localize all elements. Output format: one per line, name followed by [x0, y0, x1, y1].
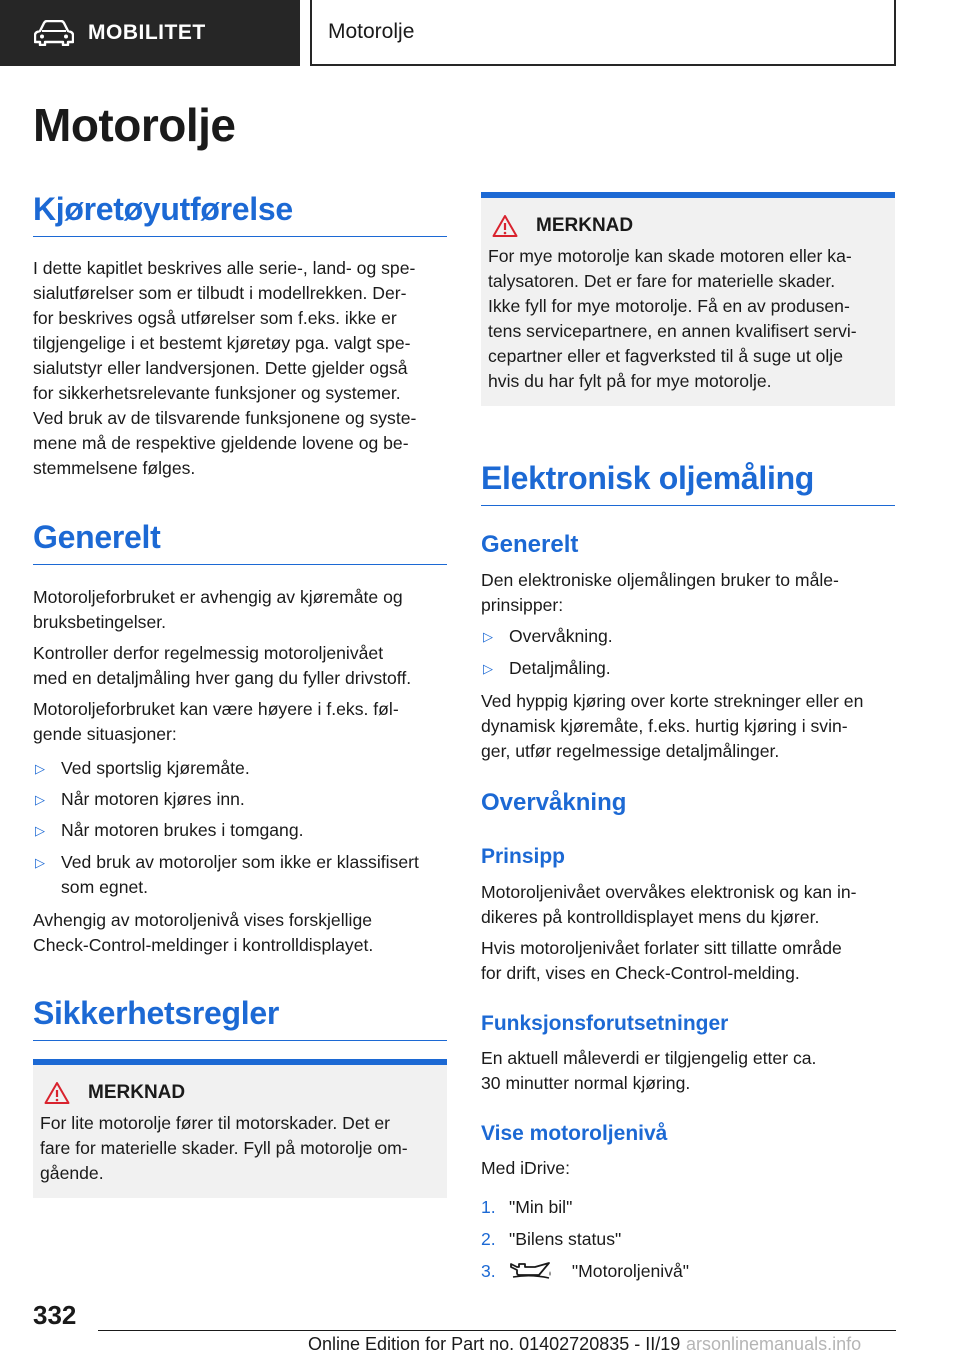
text-line: Motoroljeforbruket kan være høyere i f.eks. føl-	[33, 699, 399, 719]
text-line: gende situasjoner:	[33, 724, 177, 744]
subheading-overvakning: Overvåkning	[481, 789, 627, 816]
text-line: bruksbetingelser.	[33, 612, 167, 632]
triangle-bullet-icon: ▷	[483, 629, 493, 644]
heading-sikkerhetsregler: Sikkerhetsregler	[33, 995, 447, 1041]
text-line: I dette kapitlet beskrives alle serie-, land- og spe-	[33, 258, 416, 278]
warning-triangle-icon	[492, 214, 518, 238]
triangle-bullet-icon: ▷	[35, 792, 45, 807]
text-line: tilgjengelige i et bestemt kjøretøy pga. valgt spe-	[33, 333, 411, 353]
subheading-prinsipp: Prinsipp	[481, 845, 566, 868]
text-line: Kontroller derfor regelmessig motoroljenivået	[33, 643, 384, 663]
numbered-step: 1. "Min bil"	[481, 1197, 573, 1217]
page-number: 332	[33, 1300, 77, 1330]
heading-elektronisk-oljemaling: Elektronisk oljemåling	[481, 460, 895, 506]
text-line: for sikkerhetsrelevante funksjoner og systemer.	[33, 383, 401, 403]
section-tab	[0, 0, 300, 66]
heading-kjoretoyutforelse: Kjøretøyutførelse	[33, 191, 447, 237]
notice-title: MERKNAD	[88, 1082, 186, 1103]
page-title: Motorolje	[33, 99, 236, 151]
text-line: sialutstyr eller landversjonen. Dette gjelder også	[33, 358, 408, 378]
paragraph-vise: Med iDrive:	[481, 1158, 570, 1178]
topic-label: Motorolje	[328, 20, 415, 43]
paragraph-generelt-2	[33, 641, 447, 691]
topic-tab	[310, 0, 896, 66]
paragraph-prinsipp-2: Hvis motoroljenivået forlater sitt tillatte område for drift, vises en Check-Control-melding.	[481, 938, 842, 983]
numbered-step: 3. "Motoroljenivå"	[481, 1261, 690, 1281]
text-line: Ved bruk av de tilsvarende funksjonene og syste-	[33, 408, 417, 428]
text-line: stemmelsene følges.	[33, 458, 196, 478]
paragraph-kjoretoy	[33, 256, 447, 481]
paragraph-generelt-3	[33, 697, 447, 747]
notice-body: For lite motorolje fører til motorskader. Det er fare for materielle skader. Fyll på motorolje om- gående.	[40, 1113, 408, 1183]
text-line: Motoroljeforbruket er avhengig av kjøremåte og	[33, 587, 403, 607]
list-item: ▷ Detaljmåling.	[481, 656, 895, 681]
paragraph-generelt-4	[33, 908, 447, 958]
triangle-bullet-icon: ▷	[35, 855, 45, 870]
notice-header	[488, 212, 887, 240]
heading-generelt: Generelt	[33, 519, 447, 565]
text-line: for beskrives også utførelser som f.eks. ikke er	[33, 308, 397, 328]
list-item: ▷ Når motoren kjøres inn.	[33, 787, 447, 812]
footer-divider	[98, 1330, 896, 1331]
paragraph-funksjon: En aktuell måleverdi er tilgjengelig etter ca. 30 minutter normal kjøring.	[481, 1048, 817, 1093]
list-item: ▷ Når motoren brukes i tomgang.	[33, 818, 447, 843]
triangle-bullet-icon: ▷	[35, 761, 45, 776]
footer-edition: Online Edition for Part no. 01402720835 - II/19	[308, 1334, 681, 1354]
list-item: ▷ Overvåkning.	[481, 624, 895, 649]
triangle-bullet-icon: ▷	[483, 661, 493, 676]
list-item: ▷ Ved sportslig kjøremåte.	[33, 756, 447, 781]
warning-triangle-icon	[44, 1081, 70, 1105]
triangle-bullet-icon: ▷	[35, 823, 45, 838]
paragraph-prinsipp-1: Motoroljenivået overvåkes elektronisk og kan in- dikeres på kontrolldisplayet mens du kjører.	[481, 882, 857, 927]
text-line: Check-Control-meldinger i kontrolldisplayet.	[33, 935, 374, 955]
paragraph-elektronisk-generelt: Den elektroniske oljemålingen bruker to måle- prinsipper:	[481, 570, 839, 615]
notice-box	[33, 1059, 447, 1198]
notice-title: MERKNAD	[536, 215, 634, 236]
car-icon	[34, 20, 74, 46]
text-line: Avhengig av motoroljenivå vises forskjellige	[33, 910, 373, 930]
watermark: arsonlinemanuals.info	[686, 1334, 862, 1354]
paragraph-generelt-1	[33, 585, 447, 635]
numbered-step: 2. "Bilens status"	[481, 1229, 622, 1249]
notice-box	[481, 192, 895, 406]
oil-can-icon	[509, 1260, 553, 1280]
subheading-funksjonsforutsetninger: Funksjonsforutsetninger	[481, 1012, 729, 1035]
notice-body: For mye motorolje kan skade motoren eller ka- talysatoren. Det er fare for materielle skader. Ikke fyll for mye motorolje. Få en av produsen- tens servicepartnere, en annen kvalifisert servi- cepartner eller et fagverksted til å suge ut olje hvis du har fylt på for mye motorolje.	[488, 246, 857, 391]
section-label: MOBILITET	[88, 21, 206, 44]
text-line: sialutførelser som er tilbudt i modellrekken. Der-	[33, 283, 407, 303]
subheading-vise-motoroljeniva: Vise motoroljenivå	[481, 1122, 668, 1145]
text-line: mene må de respektive gjeldende lovene og be-	[33, 433, 409, 453]
paragraph-elektronisk-2: Ved hyppig kjøring over korte strekninger eller en dynamisk kjøremåte, f.eks. hurtig kjøring i svin- ger, utfør regelmessige detaljmålinger.	[481, 691, 864, 761]
list-item: ▷ Ved bruk av motoroljer som ikke er klassifisert som egnet.	[35, 852, 419, 897]
notice-header	[40, 1079, 439, 1107]
text-line: med en detaljmåling hver gang du fyller drivstoff.	[33, 668, 412, 688]
subheading-generelt: Generelt	[481, 531, 579, 558]
